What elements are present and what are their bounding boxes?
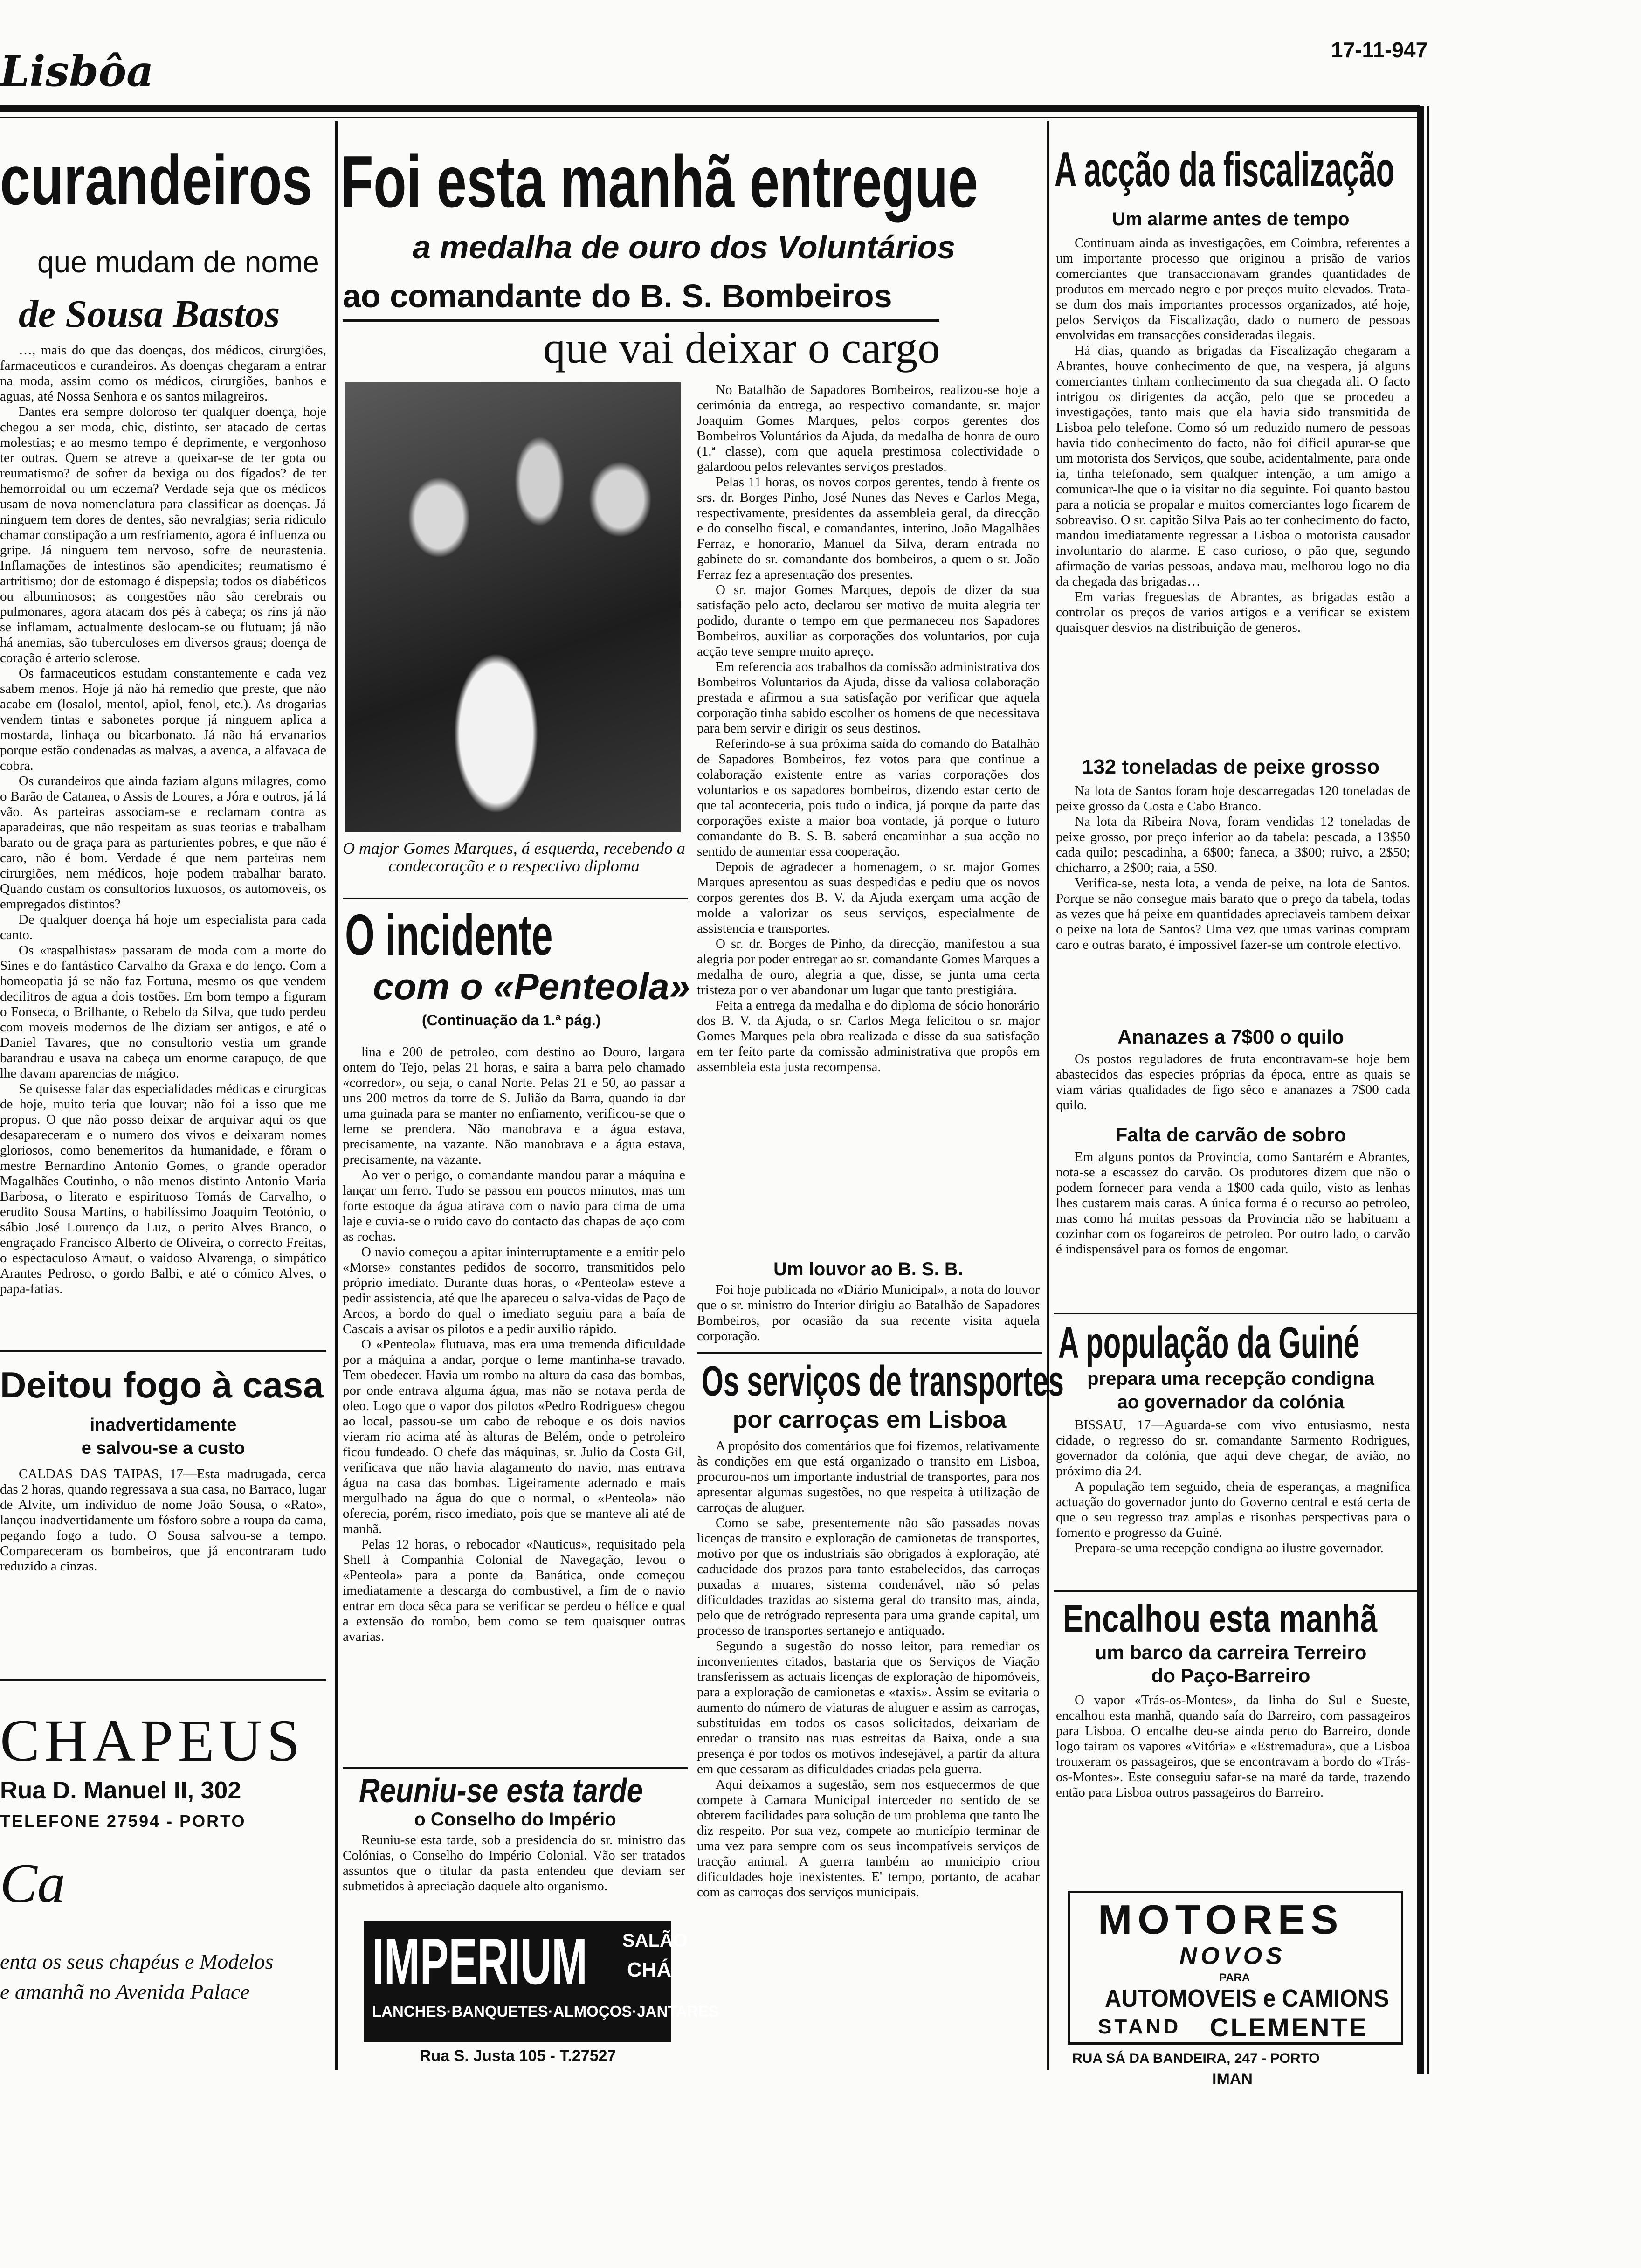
fire-deck2: e salvou-se a custo	[81, 1438, 245, 1458]
encalhou-body	[1056, 1693, 1410, 1879]
carvao-body	[1056, 1149, 1410, 1308]
paragraph: Os farmaceuticos estudam constantemente e cada vez sabem menos. Hoje já não há remedio que preste, que não acabe em (losalol, mentol, apiol, fenol, etc.). As drogarias vendem tintas e sabonetes porque já ninguem aplica a mostarda, linhaça ou bicarbonato. Já não há ervanarios porque estão condenadas as malvas, a avenca, a alfavaca de cobra.	[0, 666, 326, 773]
chapeus-address: Rua D. Manuel II, 302	[0, 1777, 241, 1804]
incidente-continued: (Continuação da 1.ª pág.)	[422, 1012, 601, 1029]
fire-headline: Deitou fogo à casa	[0, 1364, 324, 1405]
transportes-deck: por carroças em Lisboa	[732, 1406, 1007, 1433]
transportes-body	[697, 1438, 1040, 2059]
chapeus-title: CHAPEUS	[0, 1708, 305, 1774]
divider	[1054, 1313, 1417, 1314]
chapeus-phone: TELEFONE 27594 - PORTO	[0, 1812, 246, 1831]
chapeus-line1: enta os seus chapéus e Modelos	[0, 1950, 274, 1973]
incidente-headline: O incidente	[345, 903, 553, 968]
imperium-services: LANCHES·BANQUETES·ALMOÇOS·JANTARES	[372, 2003, 719, 2020]
section-name: Lisbôa	[0, 47, 154, 96]
paragraph: Pelas 11 horas, os novos corpos gerentes, tendo à frente os srs. dr. Borges Pinho, José Nunes das Neves e Carlos Mega, respectivamente, presidentes da assembleia geral, da direcção e do conselho fiscal, e comandantes, interino, João Magalhães Ferraz, e honorario, Manuel da Silva, deram entrada no gabinete do sr. comandante dos bombeiros, a quem o sr. João Ferraz fez a apresentação dos presentes.	[697, 475, 1040, 582]
medalha-deck1: a medalha de ouro dos Voluntários	[413, 229, 956, 265]
paragraph: Verifica-se, nesta lota, a venda de peixe, na lota de Santos. Porque se não consegue mais barato que o preço da tabela, todas as vezes que há peixe em quantidades apreciaveis tambem deixar o peixe na lota de Santos? Uma vez que umas varinas compram caro e outras barato, é impossivel fazer-se um controle efectivo.	[1056, 876, 1410, 952]
guine-headline: A população da Guiné	[1058, 1318, 1360, 1368]
chapeus-script-signature: Ca	[0, 1852, 66, 1914]
paragraph: Os «raspalhistas» passaram de moda com a morte do Sines e do fantástico Carvalho da Graxa e do lenço. Com a homeopatia já se não faz Fortuna, mesmo os que vendem decilitros de agua a dois tostões. Em bom tempo a figuram o Fonseca, o Brilhante, o Rebelo da Silva, que tudo perdeu com moveis modernos de lhe diziam ser antigos, e até o Daniel Tavares, que no consultorio vestia um grande barandrau e usava na cabeça um enorme carapuço, de que lhe davam aparencias de mágico.	[0, 943, 326, 1081]
right-border	[1417, 106, 1424, 2074]
paragraph: O «Penteola» flutuava, mas era uma tremenda dificuldade por a máquina a andar, porque o leme mantinha-se travado. Tem obedecer. Havia um rombo na altura da casa das bombas, por onde entrava alguma água, mas não se notava perda de oleo. Logo que o vapor dos pilotos «Pedro Rodrigues» chegou ao local, passou-se um cabo de reboque e os dois navios vieram rio acima até às alturas de Belém, onde o petroleiro ficou fundeado. O chefe das máquinas, sr. Julio da Costa Gil, verificava que não havia alagamento do navio, mas entrava água na casa das bombas. Ligeiramente adernado e mais mergulhado na água do que o normal, o «Penteola» não oferecia, porém, risco imediato, pois que se manteve ali até de manhã.	[343, 1337, 685, 1536]
curandeiros-deck: que mudam de nome	[37, 245, 319, 279]
louvor-body	[697, 1282, 1040, 1352]
paragraph: Na lota da Ribeira Nova, foram vendidas 12 toneladas de peixe grosso, por preço inferior ao da tabela: pescada, a 13$50 cada quilo; pescadinha, a 6$00; faneca, a 3$00; ruivo, a 2$50; chicharro, a 2$00; raia, a 5$0.	[1056, 814, 1410, 875]
chapeus-line2: e amanhã no Avenida Palace	[0, 1980, 250, 2004]
paragraph: Em varias freguesias de Abrantes, as brigadas estão a controlar os preços de varios artigos e a verificar se existem quaisquer desvios na distribuição de generos.	[1056, 589, 1410, 635]
paragraph: A propósito dos comentários que foi fizemos, relativamente às condições em que está organizado o transito em Lisboa, procurou-nos um importante industrial de transportes, para nos apresentar algumas sugestões, no que respeita à utilização de carroças de aluguer.	[697, 1438, 1040, 1515]
reuniu-body	[343, 1832, 685, 1916]
top-rule	[0, 105, 1420, 112]
medalha-deck2: ao comandante do B. S. Bombeiros	[343, 278, 892, 314]
photo-caption: O major Gomes Marques, á esquerda, recebendo a condecoração e o respectivo diploma	[343, 839, 685, 875]
paragraph: Segundo a sugestão do nosso leitor, para remediar os inconvenientes citados, bastaria que os Serviços de Viação transferissem as actuais licenças de exploração de hipomóveis, para a exploração de camionetas e «taxis». Assim se evitaria o aumento do número de viaturas de aluguer e assim as carroças, substituidas em todos os casos solicitados, deixariam de enredar o transito nas ruas estreitas da Baixa, onde a sua presença é por todos os motivos indesejável, a partir da altura em que cessaram as dificuldades criadas pela guerra.	[697, 1639, 1040, 1777]
chapeus-ad	[0, 1697, 326, 2042]
incidente-deck: com o «Penteola»	[373, 966, 690, 1007]
divider	[697, 1352, 1042, 1354]
motores-line: AUTOMOVEIS e CAMIONS	[1105, 1984, 1389, 2012]
paragraph: Reuniu-se esta tarde, sob a presidencia do sr. ministro das Colónias, o Conselho do Império Colonial. Vão ser tratados assuntos que o titular da pasta entendeu que deviam ser submetidos à apreciação daquele alto organismo.	[343, 1832, 685, 1894]
paragraph: Pelas 12 horas, o rebocador «Nauticus», requisitado pela Shell à Companhia Colonial de Navegação, levou o «Penteola» para a ponte da Banática, onde começou imediatamente a descarga do combustivel, a fim de o navio entrar em doca sêca para se verificar se perdeu o hélice e qual a extensão do rombo, bem como se tem quaisquer outras avarias.	[343, 1537, 685, 1644]
peixe-title: 132 toneladas de peixe grosso	[1082, 755, 1380, 778]
paragraph: …, mais do que das doenças, dos médicos, cirurgiões, farmaceuticos e curandeiros. As doenças chegaram a entrar na moda, assim como os médicos, cirurgiões, banhos e aguas, até Nossa Senhora e os santos milagreiros.	[0, 343, 326, 404]
ananazes-body	[1056, 1051, 1410, 1126]
fiscalizacao-headline: A acção da fiscalização	[1055, 143, 1395, 197]
reuniu-deck: o Conselho do Império	[414, 1809, 616, 1830]
paragraph: lina e 200 de petroleo, com destino ao Douro, largara ontem do Tejo, pelas 21 horas, e saira a barra pelo chamado «corredor», ou seja, o canal Norte. Pelas 21 e 50, ao passar a uns 200 metros da torre de S. Julião da Barra, quando ia dar uma guinada para se manter no enfiamento, verificou-se que o leme se prendera. Não manobrava e a água estava, precisamente, na vazante. Não manobrava e a água estava, precisamente, na vazante.	[343, 1044, 685, 1167]
paragraph: Continuam ainda as investigações, em Coimbra, referentes a um importante processo que originou a prisão de varios comerciantes que transaccionavam grandes quantidades de produtos em mercado negro e por preços muito elevados. Trata-se dum dos mais importantes processos organizados, até hoje, pelos Serviços da Fiscalização, dado o numero de pessoas envolvidas em transacções consideradas ilegais.	[1056, 235, 1410, 343]
right-border-thin	[1427, 106, 1429, 2074]
reuniu-headline: Reuniu-se esta tarde	[359, 1772, 643, 1810]
guine-deck2: ao governador da colónia	[1117, 1392, 1345, 1412]
paragraph: Os postos reguladores de fruta encontravam-se hoje bem abastecidos das especies próprias da época, entre as quais se viam várias qualidades de figo sêco e ananazes a 7$00 cada quilo.	[1056, 1051, 1410, 1113]
paragraph: Há dias, quando as brigadas da Fiscalização chegaram a Abrantes, houve conhecimento de que, na vespera, já alguns comerciantes tinham conhecimento da sua chegada ali. O facto intrigou os dirigentes da acção, pelo que se procedeu a investigações, tanto mais que ela havia sido transmitida de Lisboa pelo telefone. Como só um reduzido numero de pessoas havia tido conhecimento do facto, não foi dificil apurar-se que um motorista dos Serviços, que soube, acidentalmente, para onde ia, tinha telefonado, sem qualquer intenção, a um amigo a comunicar-lhe que o ia visitar no dia seguinte. Foi quanto bastou para a noticia se propalar e muitos comerciantes logo ficarem de sobreaviso. O sr. capitão Silva Pais ao ter conhecimento do facto, mandou imediatamente regressar a Lisboa o motorista causador involuntario do alarme. E caso curioso, o pão que, segundo afirmação de varias pessoas, andava mau, melhorou logo no dia da chegada das brigadas…	[1056, 343, 1410, 589]
column-rule-1	[335, 121, 338, 2070]
transportes-headline: Os serviços de transportes	[702, 1357, 1064, 1405]
paragraph: Como se sabe, presentemente não são passadas novas licenças de transito e exploração de camionetas de transportes, motivo por que os industriais são obrigados à exploração, até caducidade dos prazos para tanto estabelecidos, das carroças puxadas a muares, sistema condenável, não só pelas dificuldades trazidas ao sistema geral do transito mas, ainda, pelo que de retrógrado representa para uma grande capital, um processo de transportes sertanejo e antiquado.	[697, 1515, 1040, 1638]
guine-deck1: prepara uma recepção condigna	[1087, 1369, 1374, 1389]
paragraph: Depois de agradecer a homenagem, o sr. major Gomes Marques apresentou as suas despedidas e pediu que os novos corpos gerentes dos B. V. da Ajuda exerçam uma acção de molde a valorizar os seus serviços, especialmente de assistencia e transportes.	[697, 859, 1040, 936]
paragraph: O sr. major Gomes Marques, depois de dizer da sua satisfação pelo acto, declarou ser motivo de muita alegria ter podido, durante o tempo em que permaneceu nos Sapadores Bombeiros, auxiliar as corporações dos voluntarios, por cuja acção teve sempre muito apreço.	[697, 582, 1040, 659]
carvao-title: Falta de carvão de sobro	[1115, 1124, 1346, 1146]
divider	[343, 1767, 688, 1769]
paragraph: Na lota de Santos foram hoje descarregadas 120 toneladas de peixe grosso da Costa e Cabo Branco.	[1056, 783, 1410, 814]
motores-name: CLEMENTE	[1210, 2012, 1368, 2042]
incidente-body	[343, 1044, 685, 1763]
paragraph: O navio começou a apitar ininterruptamente e a emitir pelo «Morse» constantes pedidos de socorro, transmitidos pelo próprio imediato. Durante duas horas, o «Penteola» esteve a pedir assistencia, até que lhe apareceu o salva-vidas de Paço de Arcos, a bordo do qual o imediato seguiu para a baía de Cascais a avisar os pilotos e a pedir auxilio rápido.	[343, 1245, 685, 1336]
paragraph: De qualquer doença há hoje um especialista para cada canto.	[0, 912, 326, 942]
paragraph: Dantes era sempre doloroso ter qualquer doença, hoje chegou a ser moda, chic, distinto, ser atacado de certas molestias; e ao mesmo tempo é deprimente, e vergonhoso ter outras. Quem se atreve a queixar-se de ter gota ou reumatismo? de sofrer da bexiga ou dos fígados? de ter hemorroidal ou um eczema? Verdade seja que os médicos usam de nova nomenclatura para classificar as doenças. Já ninguem tem dores de dentes, são nevralgias; seria ridiculo chamar constipação a um resfriamento, agora é influenza ou gripe. Já ninguem tem nervoso, sofre de neurastenia. Inflamações de intestinos são apendicites; reumatismo é artritismo; dor de estomago é dispepsia; todos os diabéticos ou albuminosos; as congestões não são cerebrais ou pulmonares, agora atacam dos pés à cabeça; os rins já não se inflamam, actualmente deslocam-se ou flutuam; já não há anemias, são tuberculoses em diversos graus; doença de coração é arterio sclerose.	[0, 404, 326, 665]
paragraph: Os curandeiros que ainda faziam alguns milagres, como o Barão de Catanea, o Assis de Loures, a Jóra e outros, já lá vão. As parteiras associam-se e reclamam contra as aparadeiras, que não respeitam as suas teorias e trabalham barato ou de graça para as parturientes pobres, e que não é caro, não é bom. Verdade é que nem parteiras nem cirurgiões, nem médicos, hoje podem trabalhar barato. Quando custam os consultorios luxuosos, os automoveis, os empregados distintos?	[0, 774, 326, 912]
peixe-body	[1056, 783, 1410, 1026]
paragraph: CALDAS DAS TAIPAS, 17—Esta madrugada, cerca das 2 horas, quando regressava a sua casa, no Barraco, lugar de Alvite, um individuo de nome João Sousa, o «Rato», lançou inadvertidamente um fósforo sobre a roupa da cama, pegando fogo a tudo. O Sousa salvou-se a tempo. Compareceram os bombeiros, que já encontraram tudo reduzido a cinzas.	[0, 1466, 326, 1574]
curandeiros-headline: curandeiros	[0, 141, 312, 219]
curandeiros-body	[0, 343, 326, 1341]
guine-body	[1056, 1418, 1410, 1595]
motores-sub: NOVOS	[1179, 1943, 1286, 1970]
column-rule-2	[1047, 121, 1049, 2070]
motores-iman: IMAN	[1212, 2070, 1253, 2088]
motores-title: MOTORES	[1098, 1896, 1344, 1943]
divider	[0, 1350, 326, 1352]
medalha-body	[697, 382, 1040, 1268]
curandeiros-byline: de Sousa Bastos	[19, 292, 280, 336]
paragraph: BISSAU, 17—Aguarda-se com vivo entusiasmo, nesta cidade, o regresso do sr. comandante Sarmento Rodrigues, governador da colónia, que aqui deve chegar, de avião, no próximo dia 24.	[1056, 1418, 1410, 1479]
imperium-ad	[364, 1921, 719, 2042]
motores-ad	[1068, 1891, 1403, 2045]
paragraph: Prepara-se uma recepção condigna ao ilustre governador.	[1075, 1541, 1384, 1556]
ananazes-title: Ananazes a 7$00 o quilo	[1117, 1026, 1344, 1048]
imperium-tag1: SALÃO	[622, 1930, 688, 1951]
imperium-address: Rua S. Justa 105 - T.27527	[420, 2047, 616, 2065]
fiscalizacao-deck: Um alarme antes de tempo	[1112, 209, 1350, 229]
paragraph: O vapor «Trás-os-Montes», da linha do Sul e Sueste, encalhou esta manhã, quando saía do Barreiro, com passageiros para Lisboa. O encalhe deu-se ainda perto do Barreiro, donde logo tairam os vapores «Vitória» e «Estremadura», que a Lisboa trouxeram os passageiros, que se encontravam a bordo do «Trás-os-Montes». Este conseguiu safar-se na maré da tarde, trazendo então para Lisboa outros passageiros do Barreiro.	[1056, 1693, 1410, 1800]
divider	[0, 1679, 326, 1681]
fire-body	[0, 1466, 326, 1644]
paragraph: Se quisesse falar das especialidades médicas e cirurgicas de hoje, muito teria que louvar; não foi a isso que me propus. O que não posso deixar de arquivar aqui os que desapareceram e o numero dos vivos e deixaram nomes gloriosos, como benemeritos da humanidade, e fôram o mestre Bernardino Antonio Gomes, o grande operador Magalhães Coutinho, o não menos distinto Antonio Maria Barbosa, o literato e espirituoso Tomás de Carvalho, o erudito Sousa Martins, o habilíssimo Joaquim Teotónio, o sábio José Lourenço da Luz, o perito Alves Branco, o engraçado Francisco Alberto de Oliveira, o correcto Freitas, o espectaculoso Arnaut, o vaidoso Alvarenga, o simpático Arantes Pedroso, o gordo Balbi, e até o cómico Alves, o papa-fatias.	[0, 1081, 326, 1296]
imperium-name: IMPERIUM	[372, 1925, 587, 1998]
ceremony-photo	[345, 382, 681, 832]
paragraph: Em referencia aos trabalhos da comissão administrativa dos Bombeiros Voluntarios da Ajuda, disse da valiosa colaboração prestada e afirmou a sua satisfação por verificar que aquela corporação tinha sabido escolher os homens de que necessitava para bem servir e dirigir os seus destinos.	[697, 659, 1040, 736]
encalhou-deck2: do Paço-Barreiro	[1151, 1665, 1310, 1687]
medalha-headline: Foi esta manhã entregue	[340, 141, 979, 223]
divider	[343, 898, 688, 899]
louvor-title: Um louvor ao B. S. B.	[773, 1259, 963, 1279]
paragraph: Foi hoje publicada no «Diário Municipal», a nota do louvor que o sr. ministro do Interior dirigiu ao Batalhão de Sapadores Bombeiros, por ocasião da sua recente visita aquela corporação.	[697, 1282, 1040, 1343]
fire-deck1: inadvertidamente	[90, 1415, 237, 1435]
paragraph: No Batalhão de Sapadores Bombeiros, realizou-se hoje a cerimónia da entrega, ao respectivo comandante, sr. major Joaquim Gomes Marques, pelos corpos gerentes dos Bombeiros Voluntários da Ajuda, da medalha de honra de ouro (1.ª classe), com que aquela prestimosa colectividade o galardoou pelos relevantes serviços prestados.	[697, 382, 1040, 474]
divider	[1054, 1590, 1417, 1592]
imperium-tag2: CHÁ	[627, 1958, 672, 1981]
paragraph: A população tem seguido, cheia de esperanças, a magnifica actuação do governador junto do Governo central e está certa de que o seu regresso traz amplas e risonhas perspectivas para o fomento e progresso da Guiné.	[1056, 1479, 1410, 1540]
top-rule-thin	[0, 117, 1420, 118]
motores-address: RUA SÁ DA BANDEIRA, 247 - PORTO	[1072, 2051, 1320, 2066]
issue-date: 17-11-947	[1331, 38, 1428, 62]
paragraph: Ao ver o perigo, o comandante mandou parar a máquina e lançar um ferro. Tudo se passou em poucos minutos, mas um forte estoque da água atirava com o navio para cima de uma laje e cuvia-se o ruido cavo do contacto das chapas de aço com as rochas.	[343, 1168, 685, 1244]
medalha-deck3: que vai deixar o cargo	[543, 323, 940, 373]
paragraph: O sr. dr. Borges de Pinho, da direcção, manifestou a sua alegria por poder entregar ao sr. comandante Gomes Marques a medalha de ouro, alegria a que, disse, se junta uma certa tristeza por o ver abandonar um lugar que tanto prestigiára.	[697, 936, 1040, 997]
motores-stand: STAND	[1098, 2015, 1181, 2038]
encalhou-headline: Encalhou esta manhã	[1063, 1597, 1378, 1640]
paragraph: Aqui deixamos a sugestão, sem nos esquecermos de que compete à Camara Municipal interceder no sentido de se obterem facilidades para solução de um problema que tanto lhe diz respeito. Por sua vez, compete ao município terminar de uma vez para sempre com os seus incompatíveis serviços de tracção animal. A guerra também ao municipio criou dificuldades hoje inexistentes. E' tempo, portanto, de acabar com as carroças dos serviços municipais.	[697, 1777, 1040, 1900]
motores-para: PARA	[1219, 1971, 1250, 1984]
encalhou-deck1: um barco da carreira Terreiro	[1095, 1641, 1367, 1663]
paragraph: Feita a entrega da medalha e do diploma de sócio honorário dos B. V. da Ajuda, o sr. Carlos Mega felicitou o sr. major Gomes Marques pela obra realizada e disse da sua satisfação em ter feito parte da comissão administrativa que propôs em assembleia esta justa recompensa.	[697, 998, 1040, 1074]
paragraph: Em alguns pontos da Provincia, como Santarém e Abrantes, nota-se a escassez do carvão. Os produtores dizem que não o podem fornecer para venda a 1$00 cada quilo, visto as lenhas lhes custarem mais caras. A única forma é o recurso ao petroleo, mas como há muitas pessoas da Provincia não se habituam a cozinhar com os fogareiros de petroleo. Por outro lado, o carvão é indispensável para os fornos de engomar.	[1056, 1149, 1410, 1257]
paragraph: Referindo-se à sua próxima saída do comando do Batalhão de Sapadores Bombeiros, fez votos para que continue a colaboração existente entre as varias corporações dos voluntarios e os sapadores bombeiros, dizendo estar certo de que tal aconteceria, pois tudo o indica, já porque da parte das corporações existe a maior boa vontade, já porque o futuro comandante do B. S. B. saberá encaminhar a sua acção no sentido de aumentar essa cooperação.	[697, 736, 1040, 859]
fiscalizacao-body	[1056, 235, 1410, 751]
